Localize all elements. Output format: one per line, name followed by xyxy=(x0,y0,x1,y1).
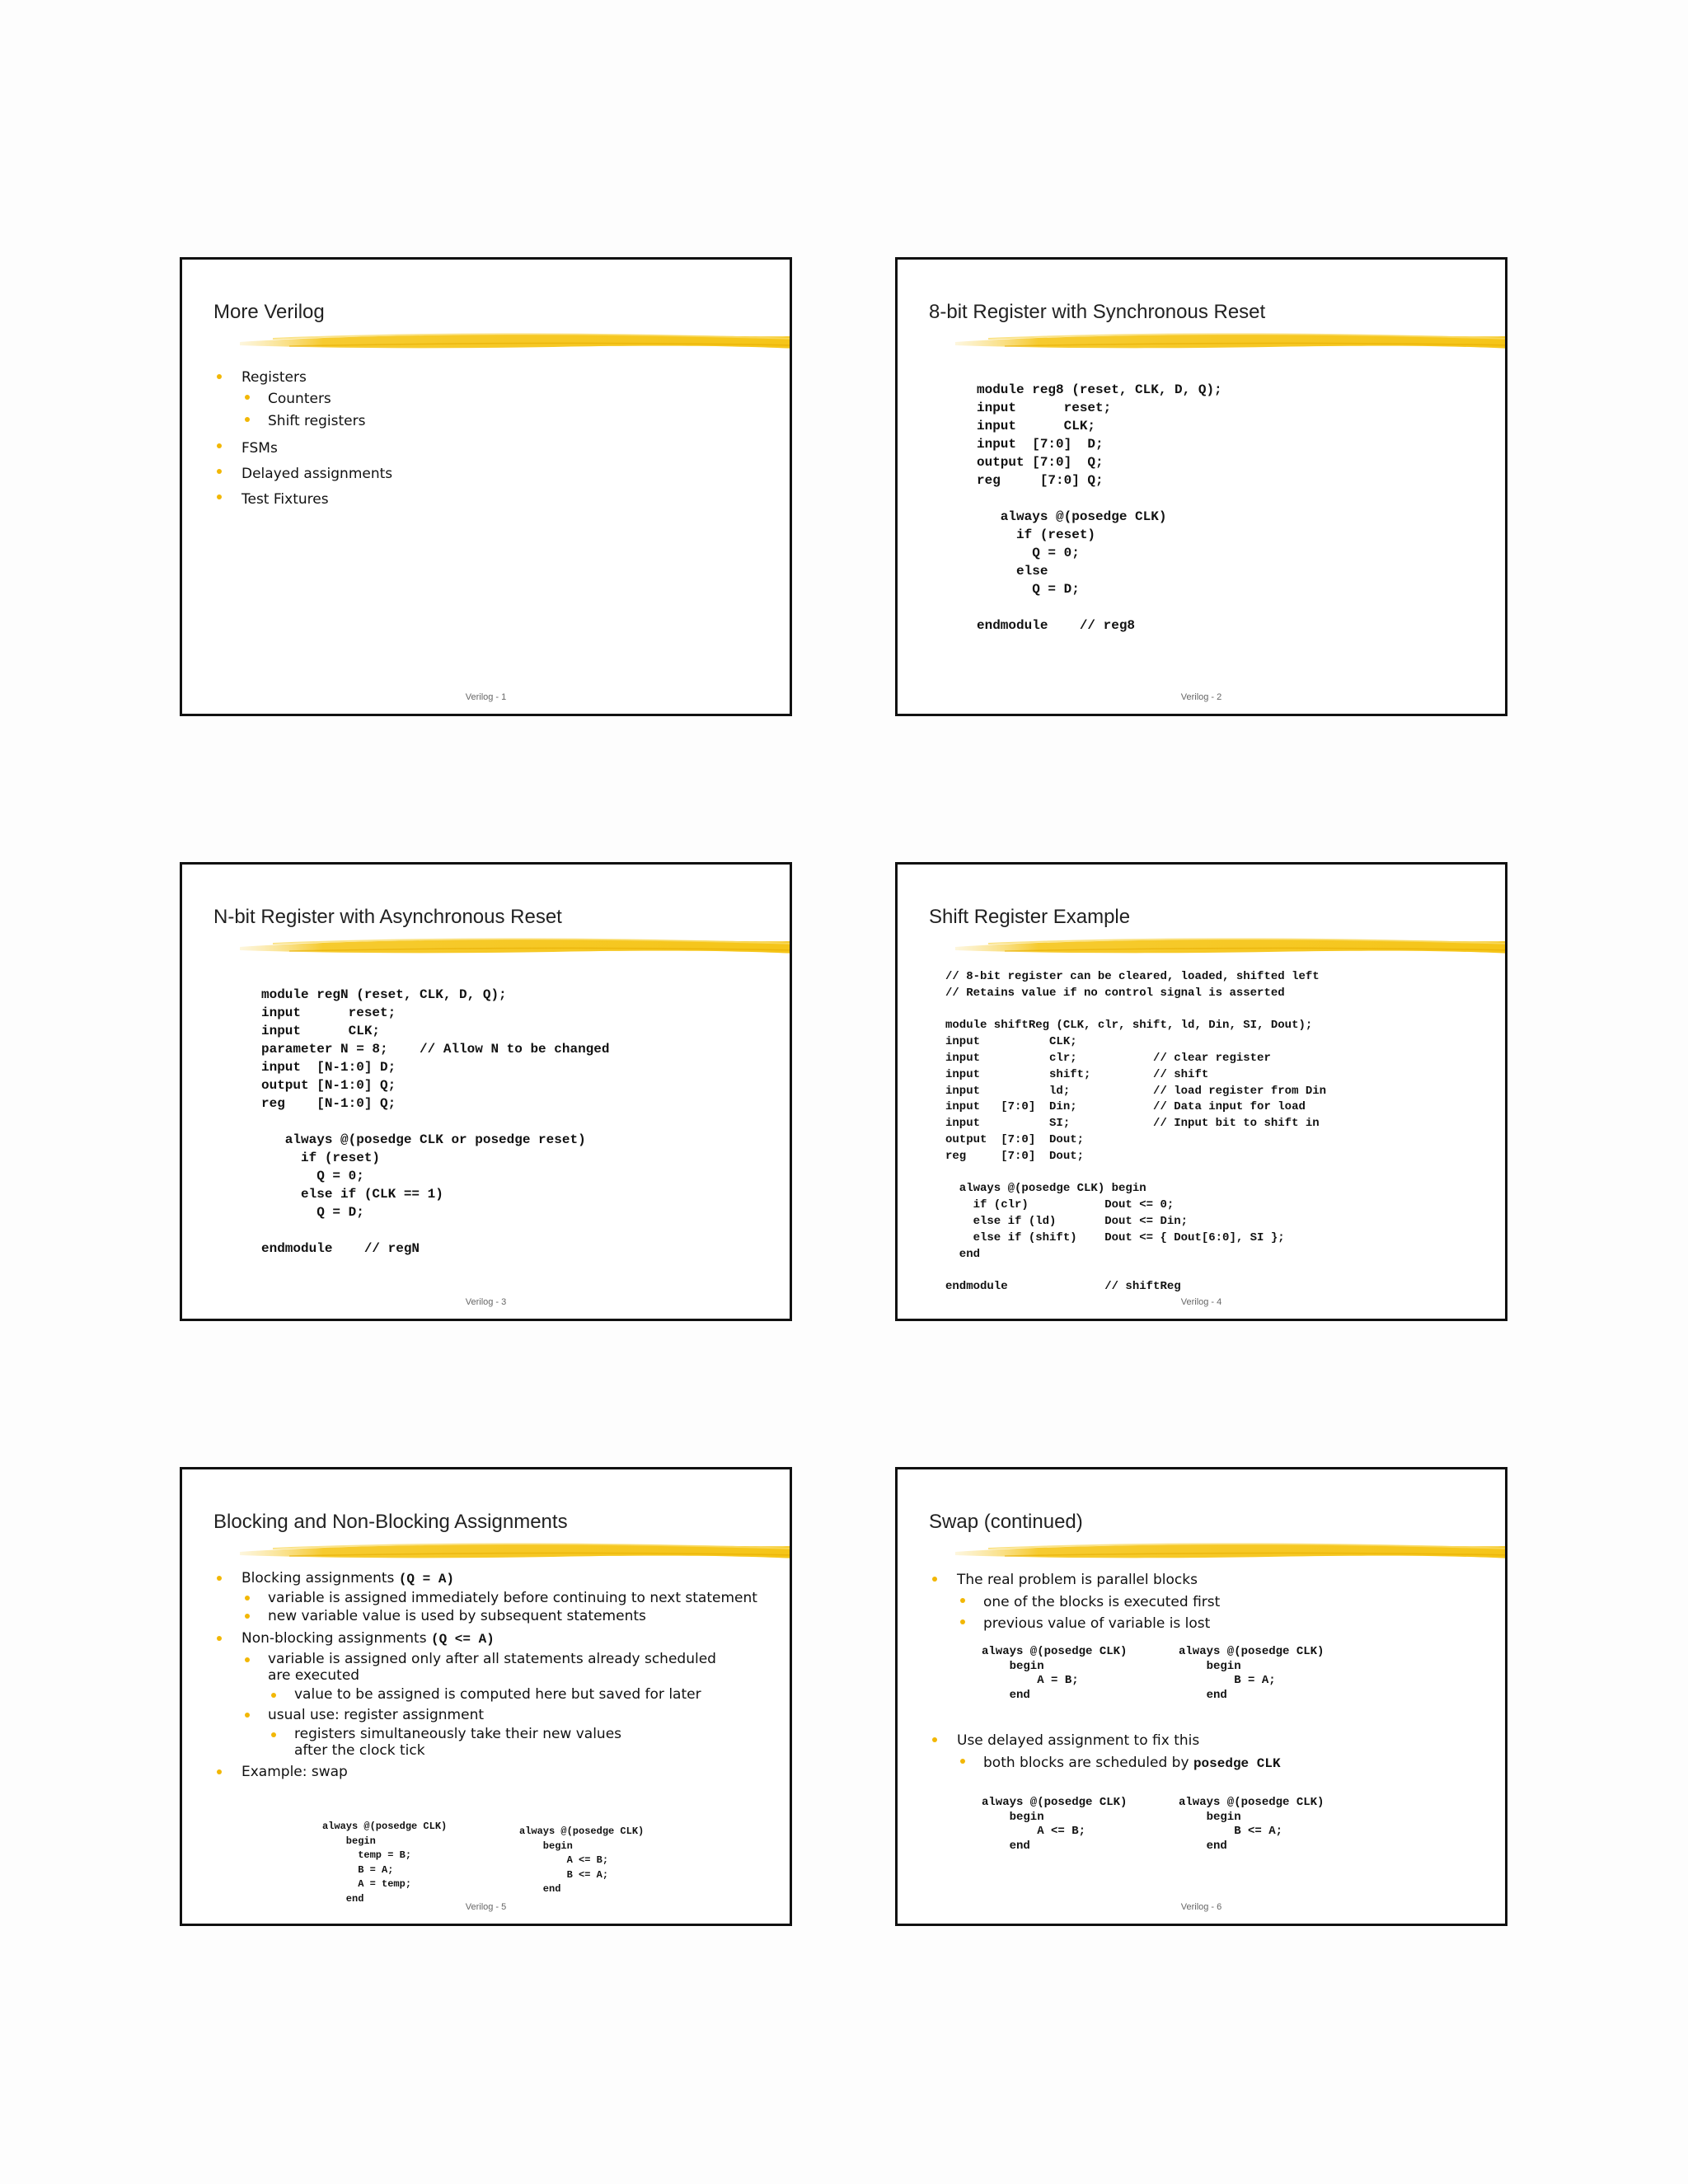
code-block: module reg8 (reset, CLK, D, Q); input reset; input CLK; input [7:0] D; output [7:0] Q; reg [7:0] Q; always @(posedge CLK) if (reset) Q = 0; else Q = D; endmodule // reg8 xyxy=(977,382,1222,633)
slide-footer: Verilog - 4 xyxy=(1180,1297,1222,1307)
bullet-list xyxy=(215,1568,757,1782)
code-block-delayed-a: always @(posedge CLK) begin A <= B; end xyxy=(982,1796,1128,1853)
code-block: module regN (reset, CLK, D, Q); input reset; input CLK; parameter N = 8; // Allow N to be changed input [N-1:0] D; output [N-1:0] Q; reg [N-1:0] Q; always @(posedge CLK or posedge reset) if (reset) Q = 0; else if (CLK == 1) Q = D; endmodule // regN xyxy=(261,987,610,1256)
slide-footer: Verilog - 6 xyxy=(1180,1902,1222,1912)
bullet-subitem: variable is assigned immediately before continuing to next statement xyxy=(215,1589,757,1607)
slide-6 xyxy=(895,1467,1507,1926)
bullet-subitem: previous value of variable is lost xyxy=(931,1613,1220,1634)
slide-2 xyxy=(895,257,1507,716)
bullet-list-top xyxy=(931,1569,1220,1634)
title-underline-swoosh xyxy=(955,934,1507,958)
slide-title: More Verilog xyxy=(213,301,325,323)
slide-title: 8-bit Register with Synchronous Reset xyxy=(929,301,1266,323)
slide-title: Swap (continued) xyxy=(929,1511,1083,1533)
bullet-subsubitem: value to be assigned is computed here but saved for later xyxy=(215,1686,757,1704)
slide-footer: Verilog - 3 xyxy=(465,1297,507,1307)
bullet-subsubitem: registers simultaneously take their new values xyxy=(215,1726,757,1742)
bullet-item: The real problem is parallel blocks xyxy=(931,1569,1220,1591)
slide-footer: Verilog - 5 xyxy=(465,1902,507,1912)
code-block-nonblocking-swap: always @(posedge CLK) begin A <= B; B <= A; end xyxy=(519,1825,645,1895)
title-underline-swoosh xyxy=(240,1539,792,1563)
bullet-item: Test Fixtures xyxy=(215,487,392,513)
bullet-subitem: one of the blocks is executed first xyxy=(931,1591,1220,1613)
code-block-parallel-b: always @(posedge CLK) begin B = A; end xyxy=(1179,1645,1325,1702)
slide-4 xyxy=(895,862,1507,1321)
bullet-subitem: both blocks are scheduled by posedge CLK xyxy=(931,1752,1281,1774)
title-underline-swoosh xyxy=(240,329,792,354)
code-block-delayed-b: always @(posedge CLK) begin B <= A; end xyxy=(1179,1796,1325,1853)
bullet-subitem: Counters xyxy=(215,388,392,410)
inline-code: (Q = A) xyxy=(398,1572,455,1586)
code-block-parallel-a: always @(posedge CLK) begin A = B; end xyxy=(982,1645,1128,1702)
bullet-subsubitem-continuation: after the clock tick xyxy=(294,1742,425,1759)
bullet-subitem: Shift registers xyxy=(215,410,392,433)
bullet-subitem-continuation: are executed xyxy=(268,1667,360,1684)
bullet-item: Registers xyxy=(215,367,392,388)
title-underline-swoosh xyxy=(955,329,1507,354)
slide-3 xyxy=(180,862,792,1321)
slide-footer: Verilog - 2 xyxy=(1180,692,1222,702)
slide-footer: Verilog - 1 xyxy=(465,692,507,702)
inline-code: posedge CLK xyxy=(1193,1756,1281,1771)
bullet-item: FSMs xyxy=(215,436,392,462)
bullet-subitem: usual use: register assignment xyxy=(215,1706,757,1724)
slide-title: Shift Register Example xyxy=(929,906,1131,928)
bullet-subitem: variable is assigned only after all statements already scheduled xyxy=(215,1651,757,1667)
bullet-item: Delayed assignments xyxy=(215,462,392,487)
bullet-item: Blocking assignments (Q = A) xyxy=(215,1568,757,1589)
title-underline-swoosh xyxy=(240,934,792,958)
bullet-item: Example: swap xyxy=(215,1762,757,1782)
slide-title: N-bit Register with Asynchronous Reset xyxy=(213,906,562,928)
bullet-item: Use delayed assignment to fix this xyxy=(931,1730,1281,1752)
slide-5 xyxy=(180,1467,792,1926)
bullet-list xyxy=(215,367,392,513)
inline-code: (Q <= A) xyxy=(430,1632,495,1647)
bullet-item: Non-blocking assignments (Q <= A) xyxy=(215,1629,757,1649)
slide-1 xyxy=(180,257,792,716)
title-underline-swoosh xyxy=(955,1539,1507,1563)
code-block: // 8-bit register can be cleared, loaded, shifted left // Retains value if no control signal is asserted module shiftReg (CLK, clr, shift, ld, Din, SI, Dout); input CLK; input clr; // clear register input shift; // shift input ld; // load register from Din input [7:0] Din; // Data input for load input SI; // Input bit to shift in output [7:0] Dout; reg [7:0] Dout; always @(posedge CLK) begin if (clr) Dout <= 0; else if (ld) Dout <= Din; else if (shift) Dout <= { Dout[6:0], SI }; end endmodule // shiftReg xyxy=(945,970,1327,1294)
code-block-blocking-swap: always @(posedge CLK) begin temp = B; B = A; A = temp; end xyxy=(322,1821,448,1905)
bullet-list-bottom xyxy=(931,1730,1281,1774)
bullet-subitem: new variable value is used by subsequent statements xyxy=(215,1607,757,1625)
slide-title: Blocking and Non-Blocking Assignments xyxy=(213,1511,568,1533)
